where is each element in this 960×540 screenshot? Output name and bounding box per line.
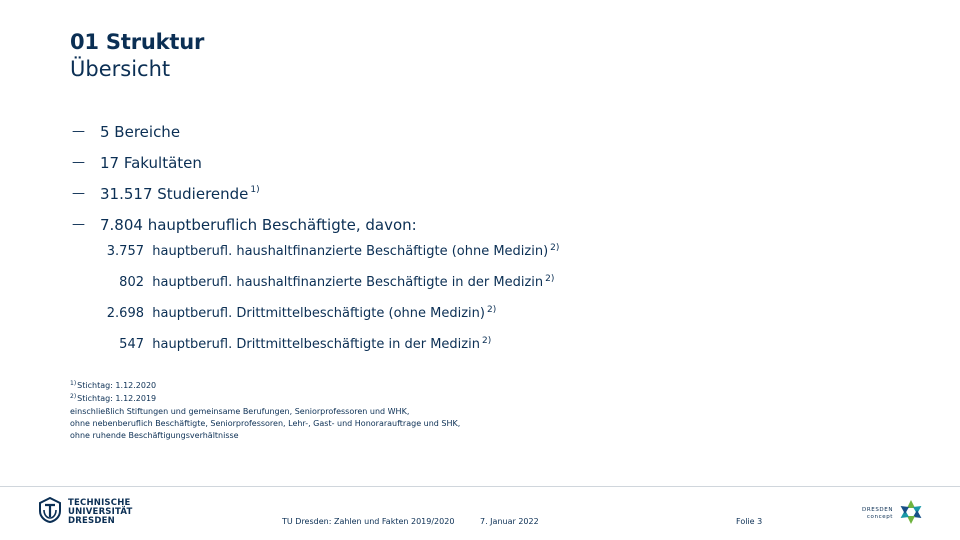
footnote-text: Stichtag: 1.12.2019 [77,394,157,403]
logo-line: TECHNISCHE [68,497,131,508]
dc-logo-text [862,507,893,521]
tud-logo-icon [38,497,62,527]
list-item [72,178,417,209]
footnote-mark: 2) [545,273,555,284]
list-item [100,298,559,329]
bullet-list [72,116,417,240]
row-text: hauptberufl. haushaltfinanzierte Beschäftigte (ohne Medizin) [152,244,549,259]
footnote-mark: 2) [481,335,492,346]
count-value: 3.757 [106,244,144,259]
count-value: 2.698 [106,306,144,321]
dresden-concept-logo-icon [897,498,925,530]
footnote-mark: 2) [70,393,77,400]
footer-page-number: Folie 3 [736,517,763,526]
bullet-text: 17 Fakultäten [100,153,202,172]
footnote-mark: 2) [550,242,560,253]
footnote-mark: 2) [486,304,497,315]
footnote-2 [70,393,460,406]
footer-date: 7. Januar 2022 [480,517,539,526]
page-title: 01 Struktur [70,30,205,54]
footnote-line: ohne ruhende Beschäftigungsverhältnisse [70,431,239,440]
tud-logo-text [68,499,132,526]
footnote-mark: 1) [250,184,260,195]
footnote-line: einschließlich Stiftungen und gemeinsame Berufungen, Seniorprofessoren und WHK, [70,407,410,416]
row-text: hauptberufl. haushaltfinanzierte Beschäftigte in der Medizin [152,275,544,290]
list-item [72,116,417,147]
footer-source: TU Dresden: Zahlen und Fakten 2019/2020 [282,517,455,526]
dash-marker: — [72,186,85,201]
count-value: 547 [119,337,144,352]
bullet-text: 31.517 Studierende [100,184,249,203]
logo-line: DRESDEN [68,515,115,526]
count-value: 802 [119,275,144,290]
title-block [70,29,204,83]
row-text: hauptberufl. Drittmittelbeschäftigte in der Medizin [152,337,480,352]
logo-line: UNIVERSITÄT [68,506,133,517]
list-item [100,329,559,360]
dresden-concept-logo [862,498,925,530]
logo-line: DRESDEN [862,507,894,513]
footnote-line: ohne nebenberuflich Beschäftigte, Seniorprofessoren, Lehr-, Gast- und Honorarauftrage und SHK, [70,419,461,428]
dash-marker: — [72,217,85,232]
footer-divider [0,486,960,487]
footnote-mark: 1) [70,380,77,387]
dash-marker: — [72,155,85,170]
footnote-1 [70,380,460,393]
footnotes [70,380,460,442]
logo-line: concept [866,514,894,520]
list-item [72,147,417,178]
tud-logo [38,497,132,527]
list-item [100,236,559,267]
employee-breakdown [100,236,559,360]
bullet-text: 5 Bereiche [100,122,181,141]
footnote-text: Stichtag: 1.12.2020 [77,381,157,390]
dash-marker: — [72,124,85,139]
bullet-text: 7.804 hauptberuflich Beschäftigte, davon: [100,215,417,234]
page-subtitle: Übersicht [70,57,171,81]
list-item [100,267,559,298]
row-text: hauptberufl. Drittmittelbeschäftigte (ohne Medizin) [152,306,485,321]
